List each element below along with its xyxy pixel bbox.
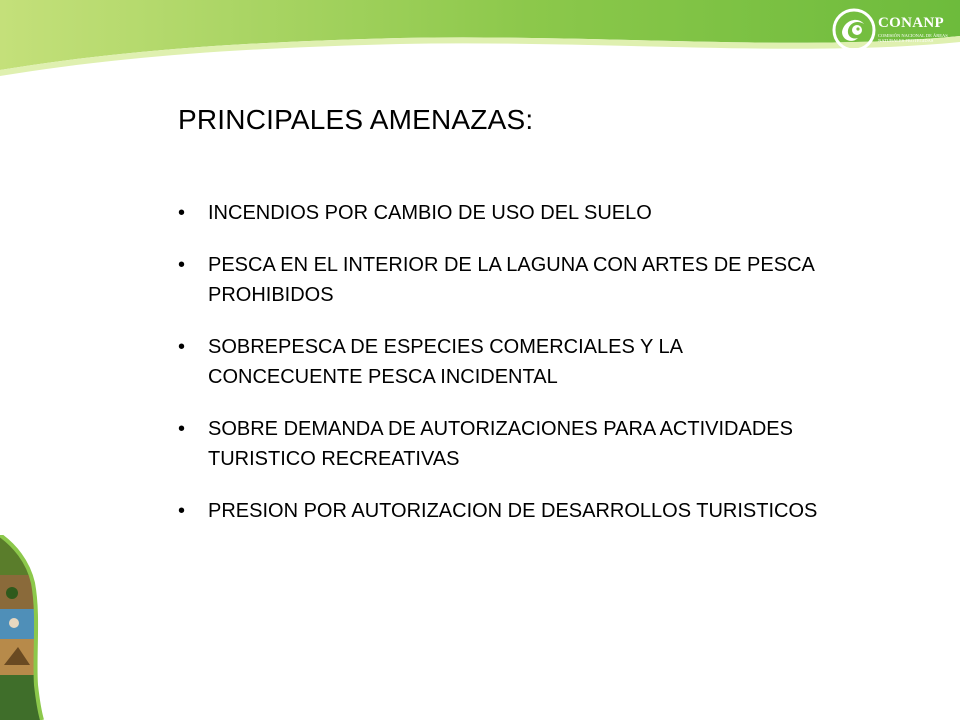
bullet-icon: • xyxy=(178,418,186,440)
slide-title: PRINCIPALES AMENAZAS: xyxy=(178,104,534,135)
photo-strip xyxy=(0,535,46,720)
list-item xyxy=(178,496,838,526)
conanp-logo-icon xyxy=(832,8,876,52)
logo-subtitle: COMISIÓN NACIONAL DE ÁREAS NATURALES PROTEGIDAS xyxy=(878,33,948,43)
bullet-text: PRESION POR AUTORIZACION DE DESARROLLOS TURISTICOS xyxy=(208,500,818,522)
bullet-text: PESCA EN EL INTERIOR DE LA LAGUNA CON ARTES DE PESCA PROHIBIDOS xyxy=(208,254,814,306)
bullet-text: INCENDIOS POR CAMBIO DE USO DEL SUELO xyxy=(208,202,652,224)
logo-name: CONANP xyxy=(878,15,944,31)
list-item xyxy=(178,250,838,310)
bullet-icon: • xyxy=(178,254,186,276)
bullet-icon: • xyxy=(178,500,186,522)
list-item xyxy=(178,332,838,392)
bullet-list xyxy=(178,198,838,548)
conanp-logo xyxy=(832,8,952,60)
list-item xyxy=(178,198,838,228)
top-green-band xyxy=(0,0,960,80)
bullet-text: SOBREPESCA DE ESPECIES COMERCIALES Y LA CONCECUENTE PESCA INCIDENTAL xyxy=(208,336,682,388)
bullet-text: SOBRE DEMANDA DE AUTORIZACIONES PARA ACTIVIDADES TURISTICO RECREATIVAS xyxy=(208,418,793,470)
bullet-icon: • xyxy=(178,336,186,358)
bullet-icon: • xyxy=(178,202,186,224)
list-item xyxy=(178,414,838,474)
